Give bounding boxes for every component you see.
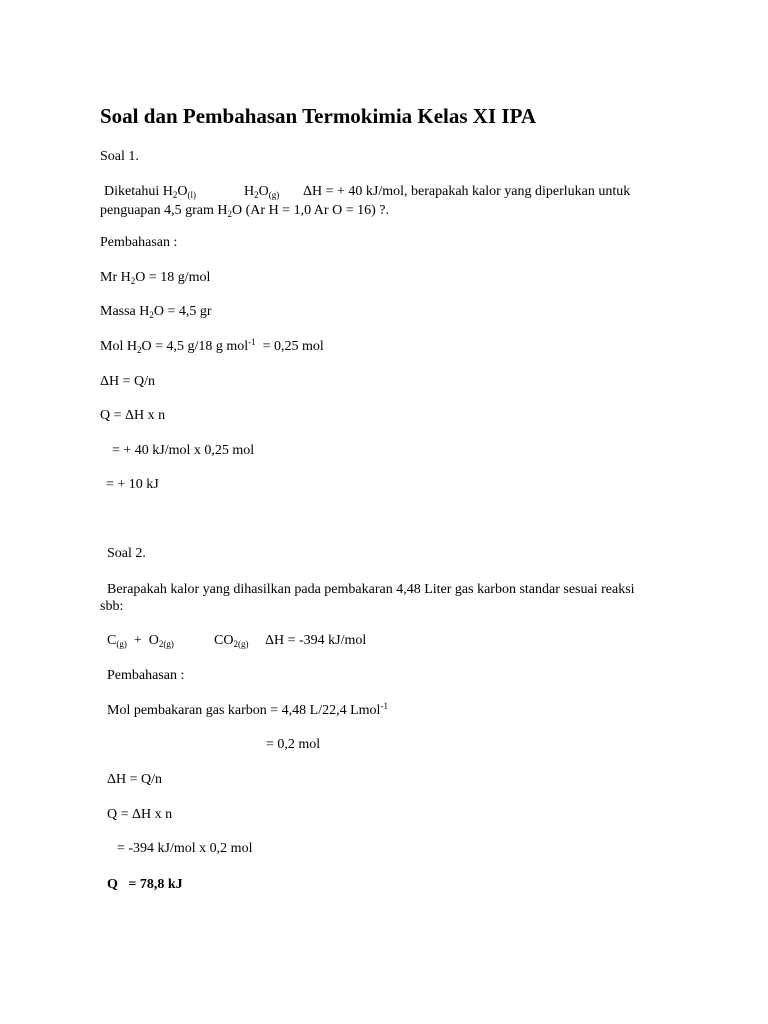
soal2-q-formula: Q = ΔH x n: [107, 807, 173, 822]
soal1-massa: [100, 303, 212, 320]
soal1-mol-sup: -1: [248, 337, 256, 347]
soal1-massa-sub: 2: [149, 310, 154, 320]
soal2-dh-value: ΔH = -394 kJ/mol: [265, 633, 367, 648]
soal2-reactants: [107, 632, 174, 649]
soal2-r-plus-o: + O: [133, 633, 159, 648]
soal1-q-formula: Q = ΔH x n: [100, 408, 166, 423]
soal1-mr: [100, 269, 210, 286]
soal1-q-state-liquid: (l): [187, 190, 196, 200]
soal1-calc-1: = + 40 kJ/mol x 0,25 mol: [112, 443, 255, 458]
soal2-question-line1: Berapakah kalor yang dihasilkan pada pembakaran 4,48 Liter gas karbon standar sesuai reaksi: [107, 582, 635, 597]
soal1-q-o: O: [177, 184, 188, 199]
soal1-question-dh: ΔH = + 40 kJ/mol, berapakah kalor yang diperlukan untuk: [303, 184, 631, 199]
soal1-mol-pre: Mol H: [100, 339, 137, 354]
soal1-q2-pre: penguapan 4,5 gram H: [100, 203, 228, 218]
soal2-mol-pre: Mol pembakaran gas karbon = 4,48 L/22,4 Lmol: [107, 703, 381, 718]
soal1-mr-sub: 2: [130, 276, 136, 286]
soal2-r-co: CO: [214, 633, 234, 648]
soal2-mol: [107, 702, 388, 719]
soal2-mol-sup: -1: [380, 701, 388, 711]
soal1-product-state-gas: (g): [268, 190, 280, 200]
soal1-calc-2: = + 10 kJ: [106, 477, 159, 492]
soal1-pembahasan: Pembahasan :: [100, 235, 178, 250]
soal1-heading: Soal 1.: [100, 149, 139, 164]
soal1-q2-sub: 2: [227, 209, 233, 219]
soal1-product-sub: 2: [254, 190, 259, 200]
document-title: Soal dan Pembahasan Termokimia Kelas XI IPA: [100, 104, 537, 128]
soal2-question-line2: sbb:: [100, 599, 124, 614]
soal1-mol-mid: O = 4,5 g/18 g mol: [141, 339, 249, 354]
soal1-q-pre: Diketahui H: [104, 184, 173, 199]
soal2-r-c: C: [107, 633, 117, 648]
soal1-mol-sub: 2: [136, 345, 142, 355]
soal1-question-line2: [100, 202, 389, 219]
soal2-calc: = -394 kJ/mol x 0,2 mol: [117, 841, 253, 856]
soal2-dh-formula: ΔH = Q/n: [107, 772, 163, 787]
soal1-product-h: H: [244, 184, 255, 199]
soal1-product-o: O: [258, 184, 269, 199]
soal1-massa-pre: Massa H: [100, 304, 150, 319]
soal2-r-o-state: 2(g): [158, 639, 174, 649]
soal1-q-sub: 2: [172, 190, 178, 200]
soal1-question-line1: [104, 183, 196, 200]
soal1-massa-post: O = 4,5 gr: [153, 304, 212, 319]
soal2-mol-result: = 0,2 mol: [266, 737, 321, 752]
soal2-product: [214, 632, 248, 649]
soal1-q2-post: O (Ar H = 1,0 Ar O = 16) ?.: [232, 203, 389, 218]
soal2-r-c-state: (g): [116, 639, 127, 649]
soal1-dh-formula: ΔH = Q/n: [100, 374, 156, 389]
soal1-mol-post: = 0,25 mol: [255, 339, 324, 354]
soal2-r-co-state: 2(g): [233, 639, 249, 649]
soal2-pembahasan: Pembahasan :: [107, 668, 185, 683]
soal2-heading: Soal 2.: [107, 546, 146, 561]
soal2-answer: Q = 78,8 kJ: [107, 877, 183, 892]
soal1-product: [244, 183, 279, 200]
soal1-mr-post: O = 18 g/mol: [135, 270, 211, 285]
soal1-mol: [100, 338, 324, 355]
soal1-mr-pre: Mr H: [100, 270, 131, 285]
